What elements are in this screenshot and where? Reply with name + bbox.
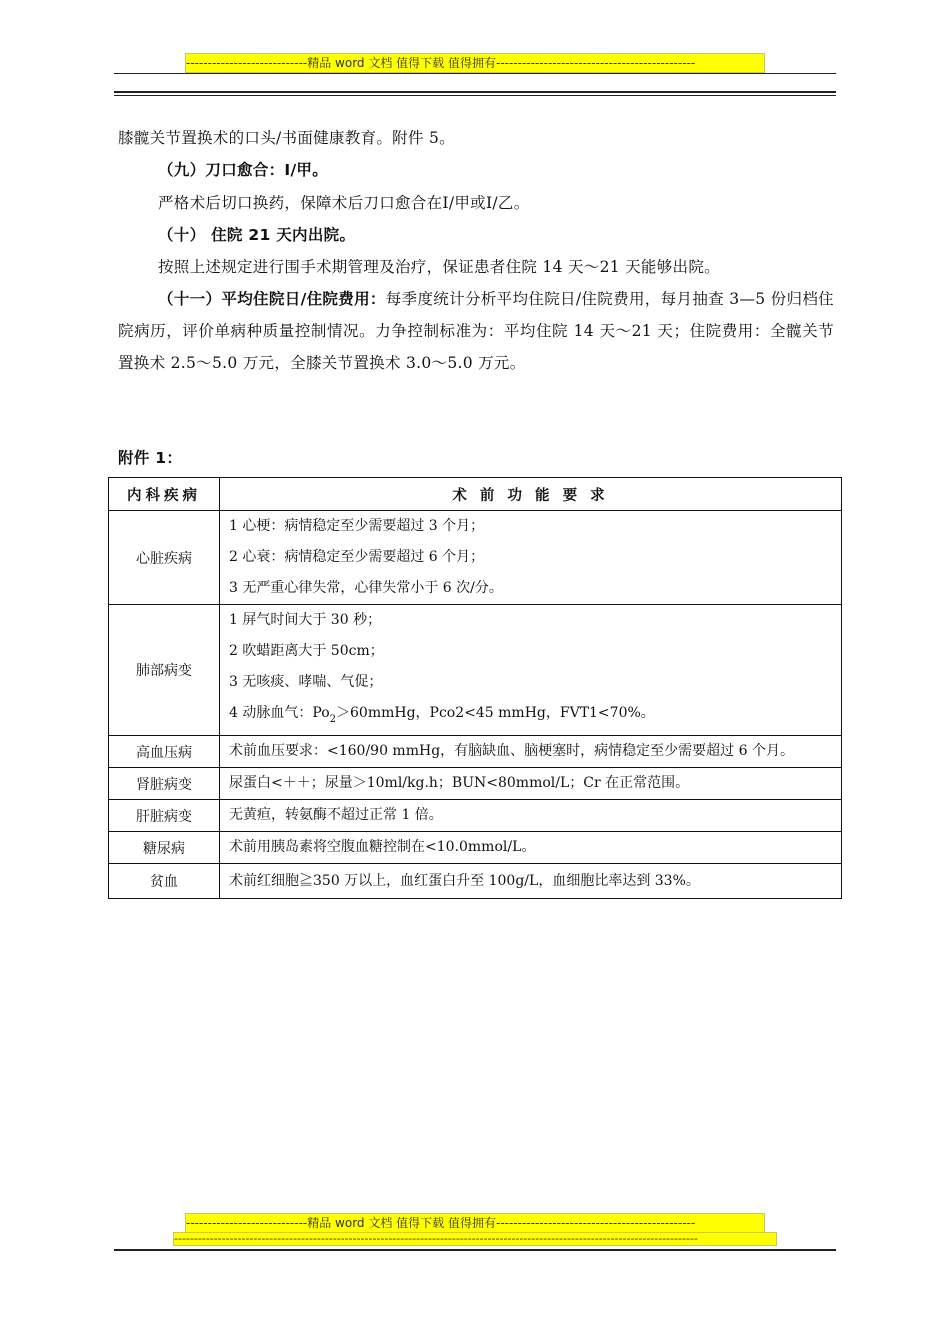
paragraph-wound-care: 严格术后切口换药，保障术后刀口愈合在Ⅰ/甲或Ⅰ/乙。 — [158, 194, 530, 212]
disease-cell: 肾脏病变 — [109, 768, 220, 800]
requirement-cell — [220, 864, 842, 899]
blood-gas-prefix: 4 动脉血气：Po — [229, 705, 330, 721]
heading-wound-healing: （九）刀口愈合：Ⅰ/甲。 — [158, 161, 329, 179]
header-requirements: 术 前 功 能 要 求 — [220, 478, 842, 511]
header-double-rule-top — [114, 91, 836, 93]
requirement-cell — [220, 800, 842, 832]
requirement-line: 1 屏气时间大于 30 秒； — [229, 612, 382, 628]
requirement-text: 术前血压要求：<160/90 mmHg，有脑缺血、脑梗塞时，病情稳定至少需要超过 6 个月。 — [229, 743, 794, 759]
requirement-line: 2 心衰：病情稳定至少需要超过 6 个月； — [229, 549, 485, 565]
footer-rule — [114, 1249, 836, 1251]
table-header-row — [109, 478, 842, 511]
requirement-line: 3 无咳痰、哮喘、气促； — [229, 674, 383, 690]
average-stay-text: 每季度统计分析平均住院日/住院费用，每月抽查 3—5 份归档住院病历，评价单病种质量控制情况。力争控制标准为：平均住院 14 天～21 天；住院费用：全髋关节置换术 2.5～5.0 万元，全膝关节置换术 3.0～5.0 万元。 — [118, 290, 834, 372]
header-banner: ----------------------------精品 word 文档 值得下载 值得拥有---------------------------------------------- — [185, 53, 765, 73]
requirement-text: 术前用胰岛素将空腹血糖控制在<10.0mmol/L。 — [229, 839, 536, 855]
table-row — [109, 832, 842, 864]
requirement-cell — [220, 511, 842, 605]
requirement-line — [229, 698, 841, 735]
requirement-cell — [220, 832, 842, 864]
disease-cell: 心脏疾病 — [109, 511, 220, 605]
requirement-text: 无黄疸，转氨酶不超过正常 1 倍。 — [229, 807, 443, 823]
requirement-cell — [220, 605, 842, 736]
footer-banner: ----------------------------精品 word 文档 值得下载 值得拥有---------------------------------------------- — [185, 1213, 765, 1233]
blood-gas-subscript: 2 — [329, 714, 337, 725]
disease-cell: 糖尿病 — [109, 832, 220, 864]
table-row — [109, 736, 842, 768]
requirement-text: 术前红细胞≧350 万以上，血红蛋白升至 100g/L，血细胞比率达到 33%。 — [229, 873, 700, 889]
paragraph-health-education: 膝髋关节置换术的口头/书面健康教育。附件 5。 — [118, 129, 455, 147]
attachment-label: 附件 1： — [118, 449, 183, 467]
disease-cell: 高血压病 — [109, 736, 220, 768]
requirement-cell — [220, 768, 842, 800]
table-row — [109, 864, 842, 899]
table-row — [109, 605, 842, 736]
blood-gas-suffix: ＞60mmHg，Pco2<45 mmHg，FVT1<70%。 — [336, 705, 655, 721]
table-row — [109, 511, 842, 605]
requirement-line: 2 吹蜡距离大于 50cm； — [229, 643, 384, 659]
requirement-line: 1 心梗：病情稳定至少需要超过 3 个月； — [229, 518, 485, 534]
table-row — [109, 768, 842, 800]
paragraph-average-stay — [118, 283, 834, 379]
header-rule — [114, 73, 836, 74]
heading-average-stay: （十一）平均住院日/住院费用： — [158, 290, 386, 308]
requirement-text: 尿蛋白<＋＋；尿量＞10ml/kg.h；BUN<80mmol/L；Cr 在正常范围。 — [229, 775, 690, 791]
header-disease: 内科疾病 — [109, 478, 220, 511]
disease-cell: 贫血 — [109, 864, 220, 899]
footer-dash-line: ------------------------------------------------------------------------------------------------------------------------------------ — [173, 1232, 777, 1246]
disease-cell: 肝脏病变 — [109, 800, 220, 832]
header-double-rule-bottom — [114, 95, 836, 96]
paragraph-perioperative: 按照上述规定进行围手术期管理及治疗，保证患者住院 14 天～21 天能够出院。 — [158, 258, 720, 276]
table-row — [109, 800, 842, 832]
requirement-cell — [220, 736, 842, 768]
heading-discharge: （十） 住院 21 天内出院。 — [158, 226, 356, 244]
requirement-line: 3 无严重心律失常，心律失常小于 6 次/分。 — [229, 580, 503, 596]
preop-requirements-table — [108, 477, 842, 899]
disease-cell: 肺部病变 — [109, 605, 220, 736]
